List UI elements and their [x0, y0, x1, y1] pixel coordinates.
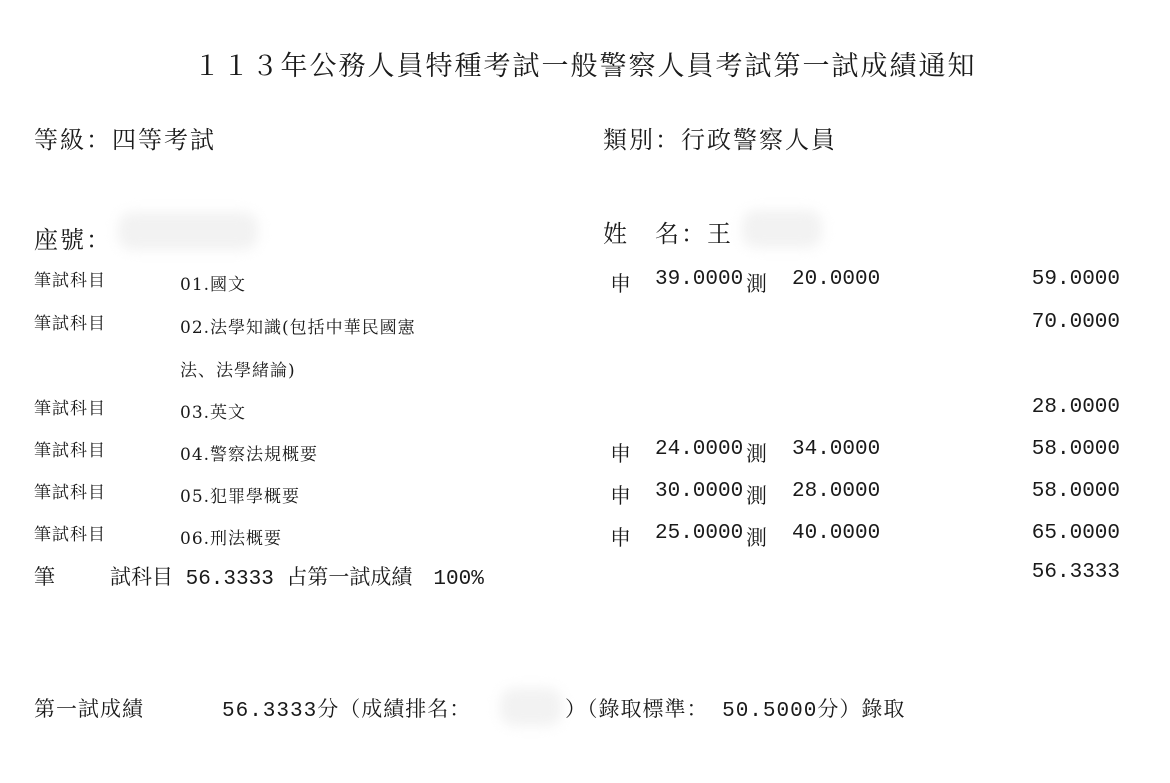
rank-redaction — [500, 688, 562, 726]
essay-score: 39.0000 — [655, 268, 744, 291]
result-score: 56.3333分（成績排名： — [222, 700, 472, 723]
subject-name: 06.刑法概要 — [180, 529, 283, 549]
level-label: 等級： — [34, 126, 112, 154]
summary-text: 試科目 56.3333 占第一試成績 100% — [110, 568, 484, 591]
category-field — [603, 120, 837, 155]
test-marker: 測 — [746, 487, 767, 510]
subject-type: 筆試科目 — [34, 483, 106, 503]
category-label: 類別： — [603, 126, 681, 154]
subject-name: 05.犯罪學概要 — [180, 487, 301, 507]
name-label: 姓 名： — [603, 220, 707, 248]
subject-name: 02.法學知識(包括中華民國憲 — [180, 318, 416, 338]
test-score: 40.0000 — [792, 522, 881, 545]
subject-total: 65.0000 — [1031, 522, 1120, 545]
essay-score: 30.0000 — [655, 480, 744, 503]
test-score: 34.0000 — [792, 438, 881, 461]
essay-score: 25.0000 — [655, 522, 744, 545]
level-field — [34, 120, 216, 155]
essay-score: 24.0000 — [655, 438, 744, 461]
subject-type: 筆試科目 — [34, 399, 106, 419]
category-value: 行政警察人員 — [681, 126, 837, 154]
test-marker: 測 — [746, 445, 767, 468]
name-redaction — [742, 210, 822, 248]
test-score: 28.0000 — [792, 480, 881, 503]
name-value: 王 — [707, 220, 733, 248]
subject-name: 03.英文 — [180, 403, 247, 423]
result-label: 第一試成績 — [34, 697, 144, 721]
seat-redaction — [118, 212, 258, 250]
result-standard: ）（錄取標準： 50.5000分）錄取 — [565, 700, 906, 723]
subject-total: 58.0000 — [1031, 438, 1120, 461]
page-title: １１３年公務人員特種考試一般警察人員考試第一試成績通知 — [193, 51, 977, 82]
subject-type: 筆試科目 — [34, 314, 106, 334]
essay-marker: 申 — [610, 529, 631, 552]
subject-total: 70.0000 — [1031, 311, 1120, 334]
subject-name: 01.國文 — [180, 275, 247, 295]
test-score: 20.0000 — [792, 268, 881, 291]
level-value: 四等考試 — [112, 126, 216, 154]
subject-name-continued: 法、法學緒論) — [180, 361, 296, 381]
subject-name: 04.警察法規概要 — [180, 445, 319, 465]
name-field — [603, 214, 733, 249]
summary-total: 56.3333 — [1031, 561, 1120, 584]
seat-label: 座號： — [34, 226, 112, 254]
summary-prefix: 筆 — [34, 568, 55, 591]
test-marker: 測 — [746, 529, 767, 552]
subject-type: 筆試科目 — [34, 441, 106, 461]
subject-total: 59.0000 — [1031, 268, 1120, 291]
essay-marker: 申 — [610, 445, 631, 468]
subject-type: 筆試科目 — [34, 525, 106, 545]
essay-marker: 申 — [610, 275, 631, 298]
essay-marker: 申 — [610, 487, 631, 510]
test-marker: 測 — [746, 275, 767, 298]
subject-total: 28.0000 — [1031, 396, 1120, 419]
subject-type: 筆試科目 — [34, 271, 106, 291]
subject-total: 58.0000 — [1031, 480, 1120, 503]
